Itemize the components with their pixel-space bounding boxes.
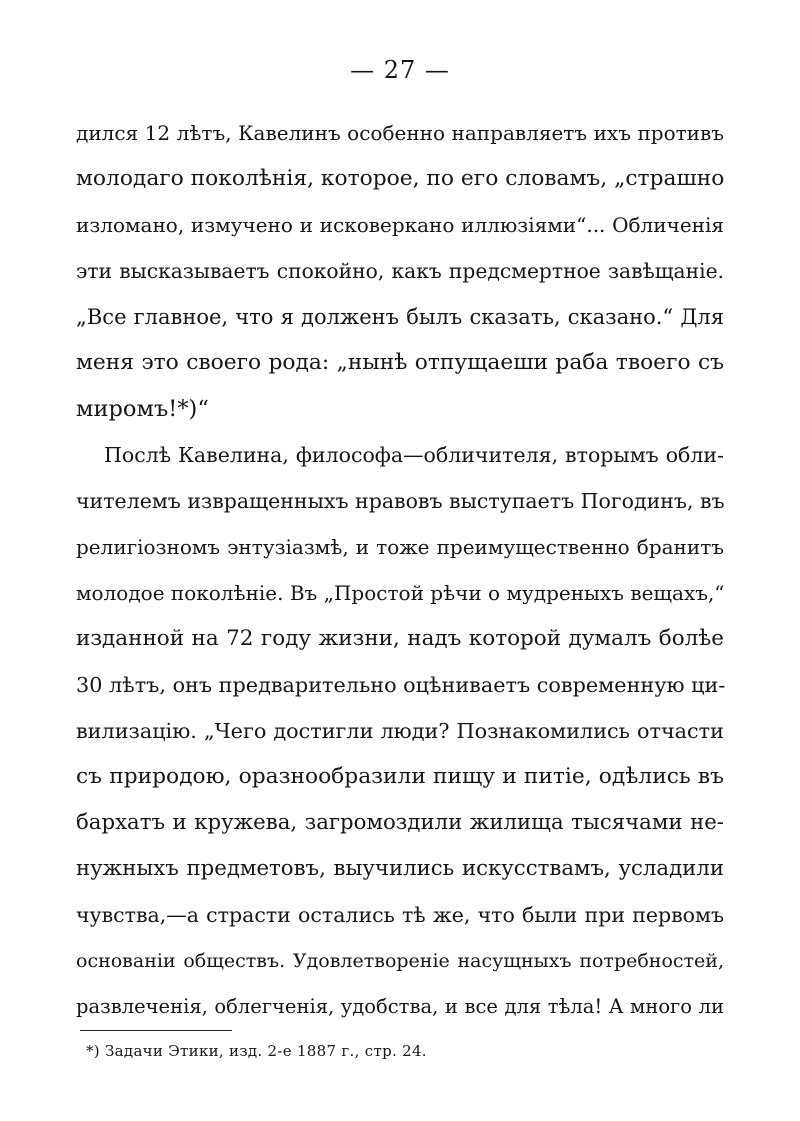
text-line: основаніи обществъ. Удовлетвореніе насущныхъ потребностей, (76, 950, 724, 972)
body-text (76, 110, 724, 1030)
footnote-divider (80, 1030, 232, 1031)
text-line: развлеченія, облегченія, удобства, и все для тѣла! А много ли (76, 995, 724, 1018)
footnote: *) Задачи Этики, изд. 2-е 1887 г., стр. 24. (86, 1042, 427, 1060)
text-line: молодаго поколѣнія, которое, по его словамъ, „страшно (76, 166, 725, 191)
text-line: изданной на 72 году жизни, надъ которой думалъ болѣе (76, 626, 724, 651)
text-line: эти высказываетъ спокойно, какъ предсмертное завѣщаніе. (76, 259, 724, 283)
text-line: съ природою, оразнообразили пищу и питіе, одѣлись въ (76, 764, 724, 789)
text-line: миромъ!*)“ (76, 396, 209, 422)
text-line: изломано, измучено и исковеркано иллюзіями“... Обличенія (76, 213, 724, 237)
page-number: — 27 — (350, 56, 450, 84)
text-line: дился 12 лѣтъ, Кавелинъ особенно направляетъ ихъ противъ (76, 121, 724, 145)
text-line: молодое поколѣніе. Въ „Простой рѣчи о мудреныхъ вещахъ,“ (76, 581, 725, 605)
text-line: „Все главное, что я долженъ былъ сказать, сказано.“ Для (76, 305, 724, 329)
text-line: нужныхъ предметовъ, выучились искусствамъ, усладили (76, 856, 724, 881)
text-line: 30 лѣтъ, онъ предварительно оцѣниваетъ современную ци- (76, 673, 726, 697)
text-line: Послѣ Кавелина, философа—обличителя, вторымъ обли- (104, 443, 724, 467)
text-line: бархатъ и кружева, загромоздили жилища тысячами не- (76, 810, 724, 835)
text-line: религіозномъ энтузіазмѣ, и тоже преимущественно бранитъ (76, 535, 724, 559)
text-line: чувства,—а страсти остались тѣ же, что были при первомъ (76, 903, 724, 927)
text-line: вилизацію. „Чего достигли люди? Познакомились отчасти (76, 719, 724, 743)
text-line: меня это своего рода: „нынѣ отпущаеши раба твоего съ (76, 350, 724, 375)
text-line: чителемъ извращенныхъ нравовъ выступаетъ Погодинъ, въ (76, 489, 725, 513)
